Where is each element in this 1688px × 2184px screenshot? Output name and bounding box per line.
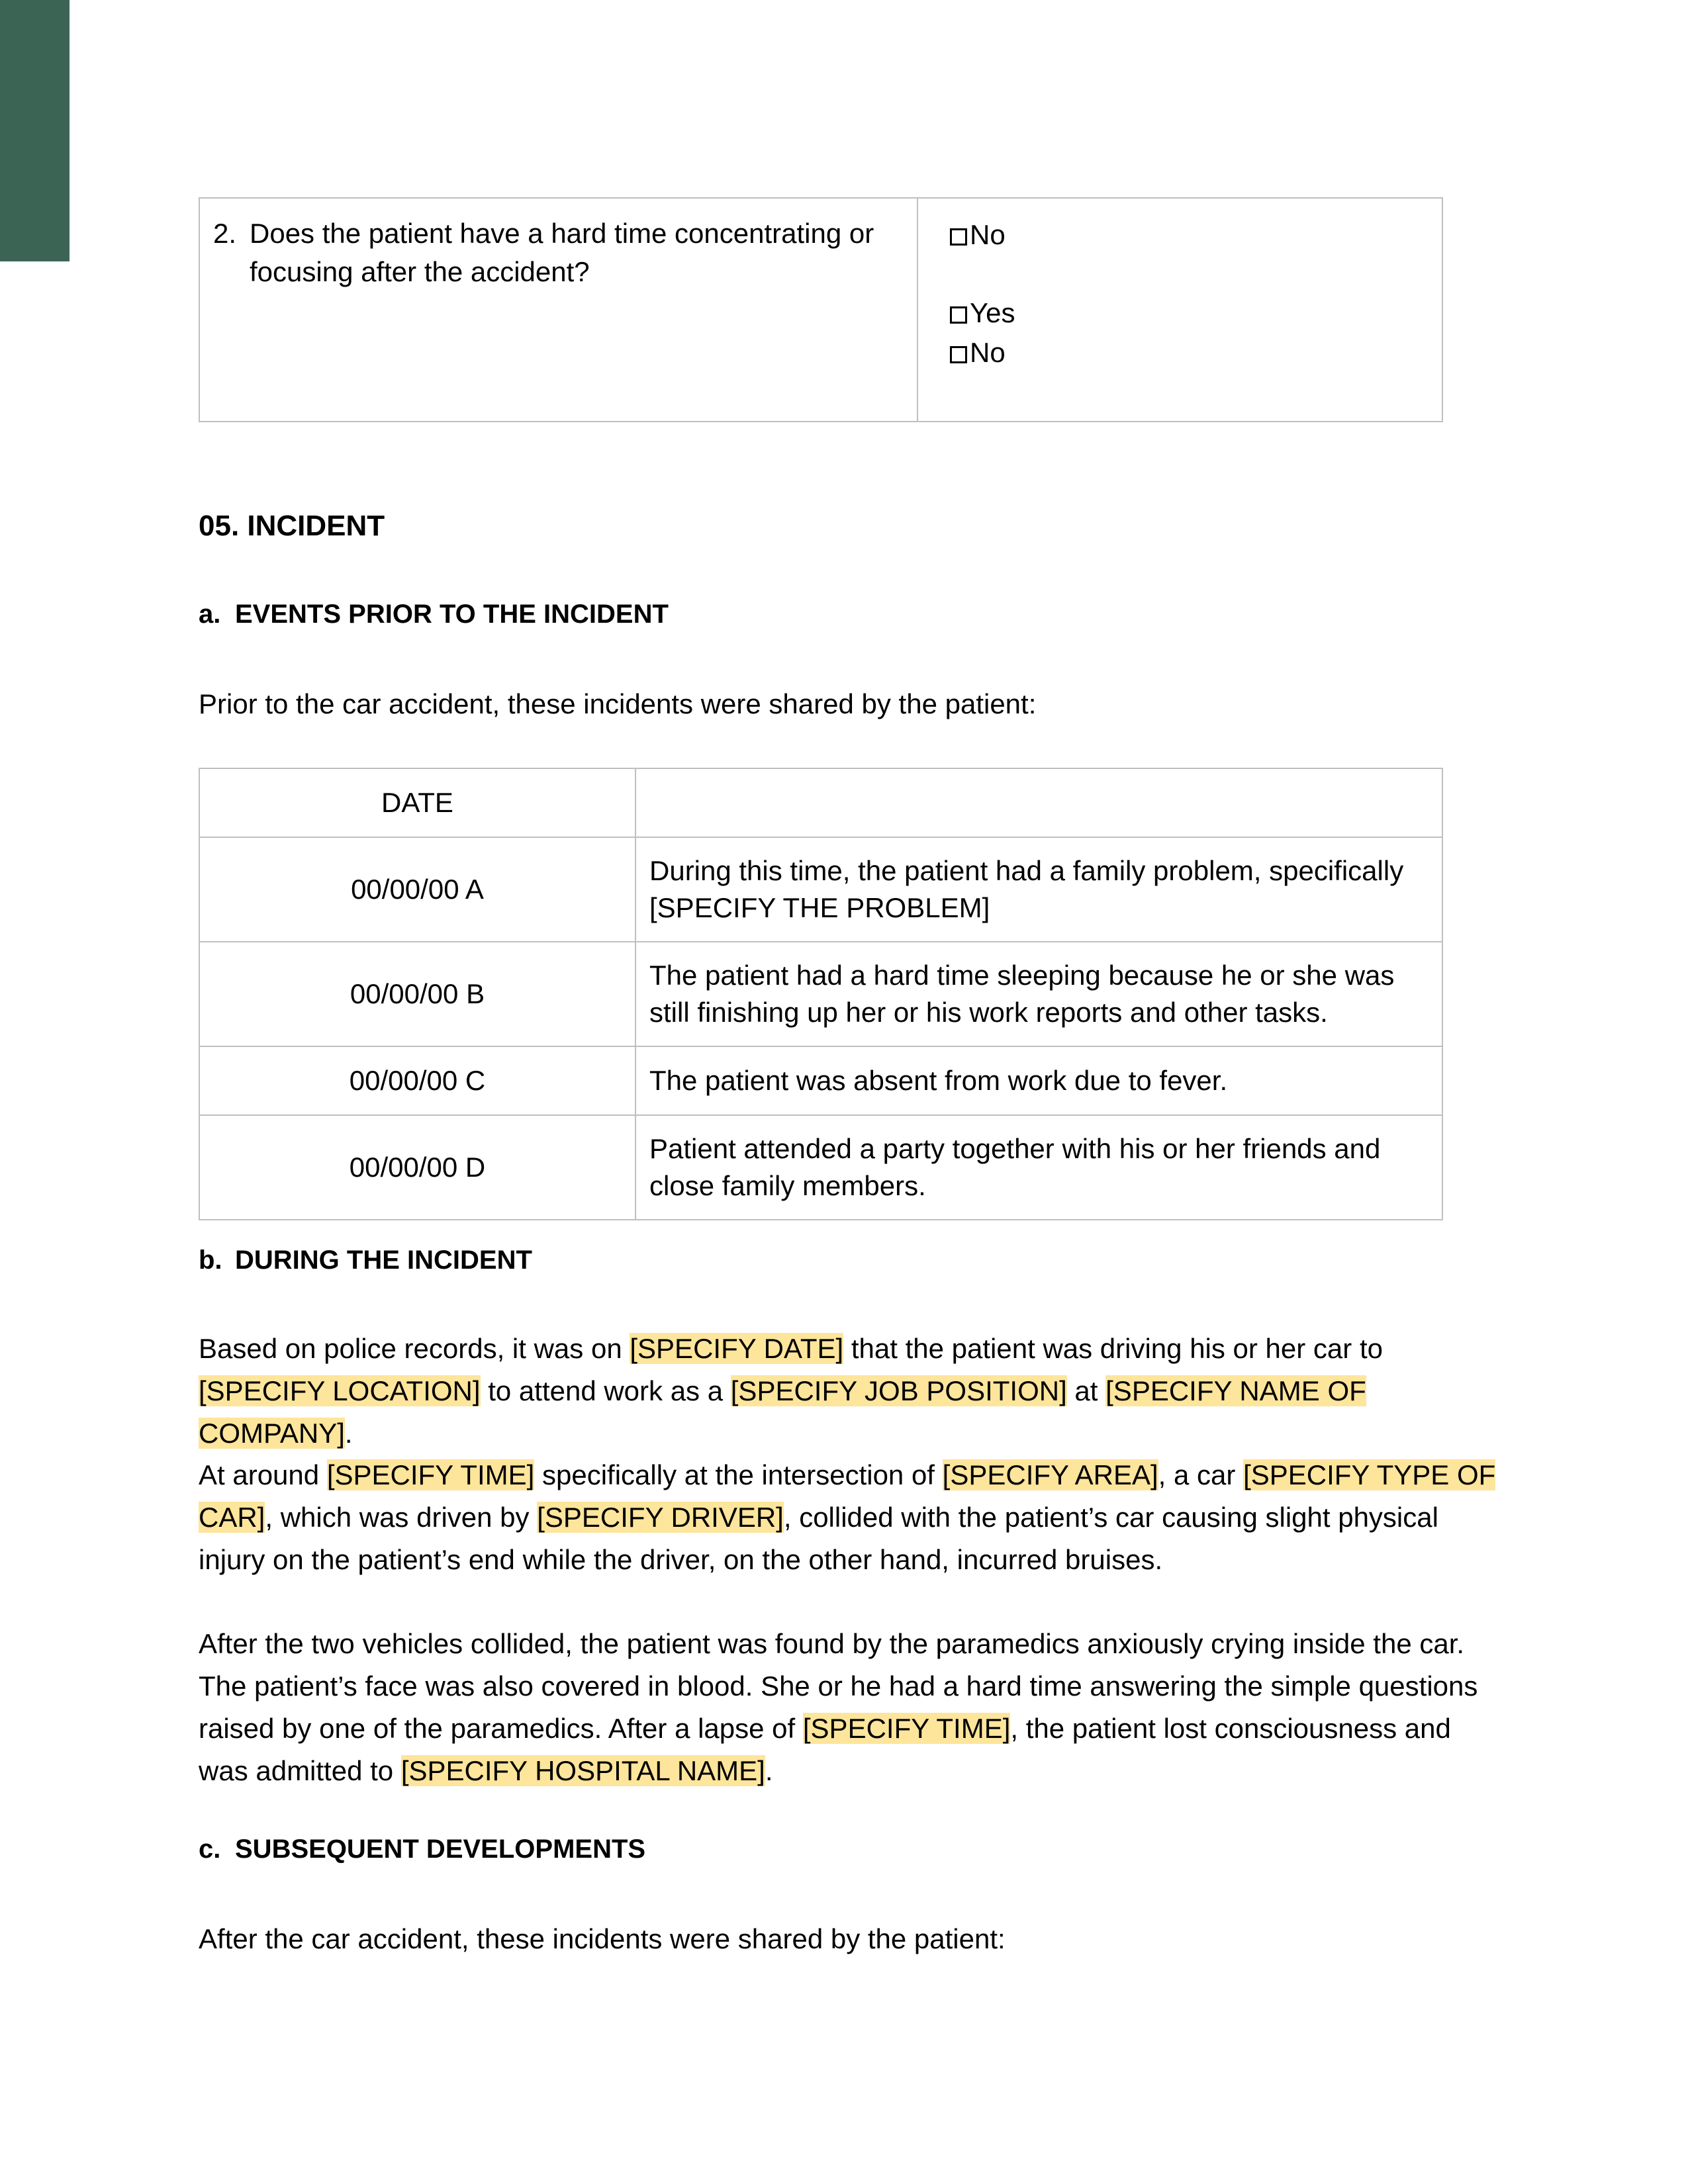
checkbox-no-1[interactable] — [950, 216, 1442, 255]
table-cell-date: 00/00/00 C — [199, 1046, 635, 1115]
corner-accent-bar — [0, 0, 70, 261]
placeholder-job-position[interactable]: [SPECIFY JOB POSITION] — [730, 1375, 1067, 1406]
text-run: . — [344, 1418, 353, 1449]
events-table — [199, 768, 1443, 1220]
table-cell-description: Patient attended a party together with his or her friends and close family members. — [635, 1115, 1442, 1220]
checkbox-label: Yes — [970, 297, 1015, 328]
heading-letter: a. — [199, 600, 221, 629]
table-cell-description: The patient was absent from work due to fever. — [635, 1046, 1442, 1115]
table-cell-description: During this time, the patient had a family problem, specifically [SPECIFY THE PROBLEM] — [635, 837, 1442, 942]
checkbox-label: No — [970, 219, 1006, 250]
table-header-description — [635, 768, 1442, 837]
table-cell-date: 00/00/00 B — [199, 942, 635, 1046]
heading-letter: b. — [199, 1246, 222, 1275]
table-cell-date: 00/00/00 A — [199, 837, 635, 942]
section-title: 05. INCIDENT — [199, 510, 385, 542]
text-run: , a car — [1158, 1459, 1244, 1490]
text-run: that the patient was driving his or her car to — [843, 1333, 1383, 1364]
checkbox-label: No — [970, 337, 1006, 368]
placeholder-car-type[interactable]: [SPECIFY TYPE OF CAR] — [199, 1459, 1496, 1533]
question-number: 2. — [213, 218, 237, 249]
text-run: At around — [199, 1459, 327, 1490]
placeholder-time-lapse[interactable]: [SPECIFY TIME] — [802, 1713, 1011, 1744]
checkbox-icon[interactable] — [950, 306, 967, 324]
subsequent-heading — [199, 1835, 645, 1864]
checkbox-no-2[interactable] — [950, 334, 1442, 373]
during-heading — [199, 1246, 532, 1275]
text-run: , which was driven by — [265, 1502, 538, 1533]
heading-text: DURING THE INCIDENT — [235, 1246, 532, 1275]
during-paragraph-2 — [199, 1454, 1496, 1581]
text-run: , collided with the patient’s car causing slight physical injury on the patient’s end while the driver, on the other hand, incurred bruises. — [199, 1502, 1438, 1575]
question-text: Does the patient have a hard time concentrating or focusing after the accident? — [250, 218, 874, 287]
table-row — [199, 942, 1442, 1046]
table-row — [199, 837, 1442, 942]
placeholder-location[interactable]: [SPECIFY LOCATION] — [199, 1375, 481, 1406]
heading-text: EVENTS PRIOR TO THE INCIDENT — [235, 600, 669, 629]
table-header-date: DATE — [199, 768, 635, 837]
text-run: at — [1066, 1375, 1106, 1406]
question-row — [199, 198, 1442, 422]
during-paragraph-3 — [199, 1623, 1496, 1792]
placeholder-area[interactable]: [SPECIFY AREA] — [942, 1459, 1158, 1490]
placeholder-driver[interactable]: [SPECIFY DRIVER] — [537, 1502, 784, 1533]
placeholder-company-name[interactable]: [SPECIFY NAME OF COMPANY] — [199, 1375, 1366, 1449]
checkbox-icon[interactable] — [950, 346, 967, 363]
checkbox-yes[interactable] — [950, 294, 1442, 334]
events-prior-intro: Prior to the car accident, these incidents were shared by the patient: — [199, 688, 1037, 719]
during-paragraph-1 — [199, 1328, 1496, 1455]
events-prior-heading — [199, 600, 669, 629]
heading-letter: c. — [199, 1835, 221, 1864]
question-table — [199, 197, 1443, 422]
text-run: specifically at the intersection of — [534, 1459, 943, 1490]
placeholder-time[interactable]: [SPECIFY TIME] — [326, 1459, 535, 1490]
heading-text: SUBSEQUENT DEVELOPMENTS — [235, 1835, 646, 1864]
text-run: . — [765, 1755, 773, 1786]
checkbox-icon[interactable] — [950, 228, 967, 246]
text-run: After the two vehicles collided, the patient was found by the paramedics anxiously crying inside the car. The patient’s face was also covered in blood. She or he had a hard time answering the simple questions raised by one of the paramedics. After a lapse of — [199, 1628, 1478, 1744]
subsequent-intro: After the car accident, these incidents were shared by the patient: — [199, 1923, 1006, 1954]
text-run: to attend work as a — [480, 1375, 731, 1406]
table-row — [199, 1046, 1442, 1115]
placeholder-hospital-name[interactable]: [SPECIFY HOSPITAL NAME] — [400, 1755, 765, 1786]
table-cell-date: 00/00/00 D — [199, 1115, 635, 1220]
answer-cell — [917, 198, 1442, 422]
table-row — [199, 1115, 1442, 1220]
question-cell — [199, 198, 917, 422]
placeholder-date[interactable]: [SPECIFY DATE] — [630, 1333, 844, 1364]
text-run: Based on police records, it was on — [199, 1333, 630, 1364]
text-run: , the patient lost consciousness and was admitted to — [199, 1713, 1451, 1786]
table-cell-description: The patient had a hard time sleeping because he or she was still finishing up her or his work reports and other tasks. — [635, 942, 1442, 1046]
table-header-row — [199, 768, 1442, 837]
